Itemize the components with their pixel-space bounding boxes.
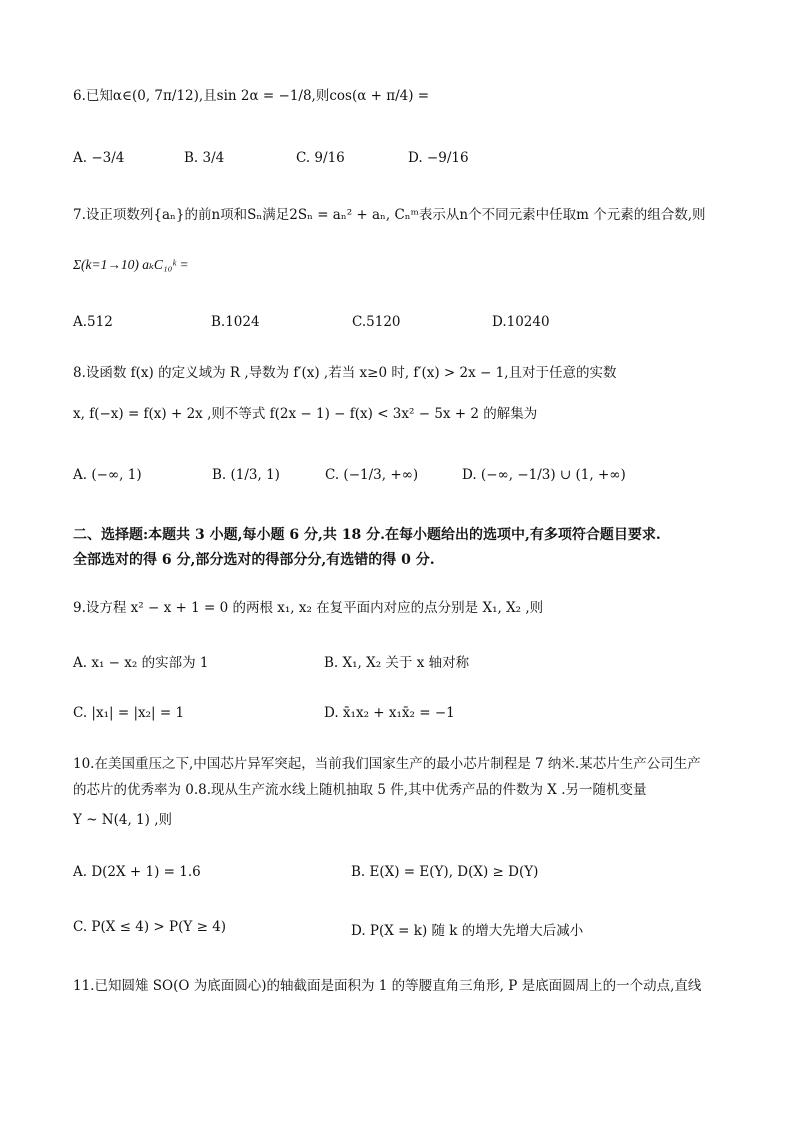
q9-option-c: C. |x₁| = |x₂| = 1 bbox=[73, 705, 185, 721]
q8-option-c: C. (−1/3, +∞) bbox=[325, 467, 419, 483]
q6-stem: 6.已知α∈(0, 7π/12),且sin 2α = −1/8,则cos(α + π/4) = bbox=[73, 88, 430, 104]
q6-option-a: A. −3/4 bbox=[73, 150, 125, 166]
q7-formula: Σ(k=1→10) aₖC₁₀ᵏ = bbox=[73, 257, 189, 272]
q8-option-a: A. (−∞, 1) bbox=[73, 467, 142, 483]
q7-option-d: D.10240 bbox=[492, 314, 550, 330]
section2-heading-line1: 二、选择题:本题共 3 小题,每小题 6 分,共 18 分.在每小题给出的选项中,有多项符合题目要求. bbox=[73, 527, 661, 543]
q7-option-a: A.512 bbox=[73, 314, 113, 330]
q9-option-d: D. x̄₁x₂ + x₁x̄₂ = −1 bbox=[324, 705, 455, 721]
q10-option-a: A. D(2X + 1) = 1.6 bbox=[73, 864, 201, 880]
q10-option-d: D. P(X = k) 随 k 的增大先增大后减小 bbox=[351, 923, 584, 939]
q10-option-c: C. P(X ≤ 4) > P(Y ≥ 4) bbox=[73, 919, 227, 935]
q8-option-b: B. (1/3, 1) bbox=[212, 467, 280, 483]
q8-stem-line2: x, f(−x) = f(x) + 2x ,则不等式 f(2x − 1) − f(x) < 3x² − 5x + 2 的解集为 bbox=[73, 406, 538, 422]
q11-stem: 11.已知圆雉 SO(O 为底面圆心)的轴截面是面积为 1 的等腰直角三角形, P 是底面圆周上的一个动点,直线 bbox=[73, 978, 702, 994]
q8-stem-line1: 8.设函数 f(x) 的定义域为 R ,导数为 f′(x) ,若当 x≥0 时, f′(x) > 2x − 1,且对于任意的实数 bbox=[73, 365, 617, 381]
q10-stem-line2: 的芯片的优秀率为 0.8.现从生产流水线上随机抽取 5 件,其中优秀产品的件数为 X .另一随机变量 bbox=[73, 782, 647, 798]
q6-option-d: D. −9/16 bbox=[408, 150, 469, 166]
q10-option-b: B. E(X) = E(Y), D(X) ≥ D(Y) bbox=[351, 864, 539, 880]
section2-heading-line2: 全部选对的得 6 分,部分选对的得部分分,有选错的得 0 分. bbox=[73, 552, 435, 568]
q10-stem-line3: Y ~ N(4, 1) ,则 bbox=[73, 812, 172, 828]
q8-option-d: D. (−∞, −1/3) ∪ (1, +∞) bbox=[462, 467, 626, 483]
q9-option-b: B. X₁, X₂ 关于 x 轴对称 bbox=[324, 655, 470, 671]
q7-stem: 7.设正项数列{aₙ}的前n项和Sₙ满足2Sₙ = aₙ² + aₙ, Cₙᵐ表示从n个不同元素中任取m 个元素的组合数,则 bbox=[73, 207, 706, 223]
q9-option-a: A. x₁ − x₂ 的实部为 1 bbox=[73, 655, 209, 671]
q7-option-c: C.5120 bbox=[352, 314, 401, 330]
q10-stem-line1: 10.在美国重压之下,中国芯片异军突起，当前我们国家生产的最小芯片制程是 7 纳米.某芯片生产公司生产 bbox=[73, 756, 701, 772]
q9-stem: 9.设方程 x² − x + 1 = 0 的两根 x₁, x₂ 在复平面内对应的点分别是 X₁, X₂ ,则 bbox=[73, 600, 544, 616]
q7-option-b: B.1024 bbox=[211, 314, 260, 330]
q6-option-b: B. 3/4 bbox=[184, 150, 225, 166]
q6-option-c: C. 9/16 bbox=[296, 150, 345, 166]
